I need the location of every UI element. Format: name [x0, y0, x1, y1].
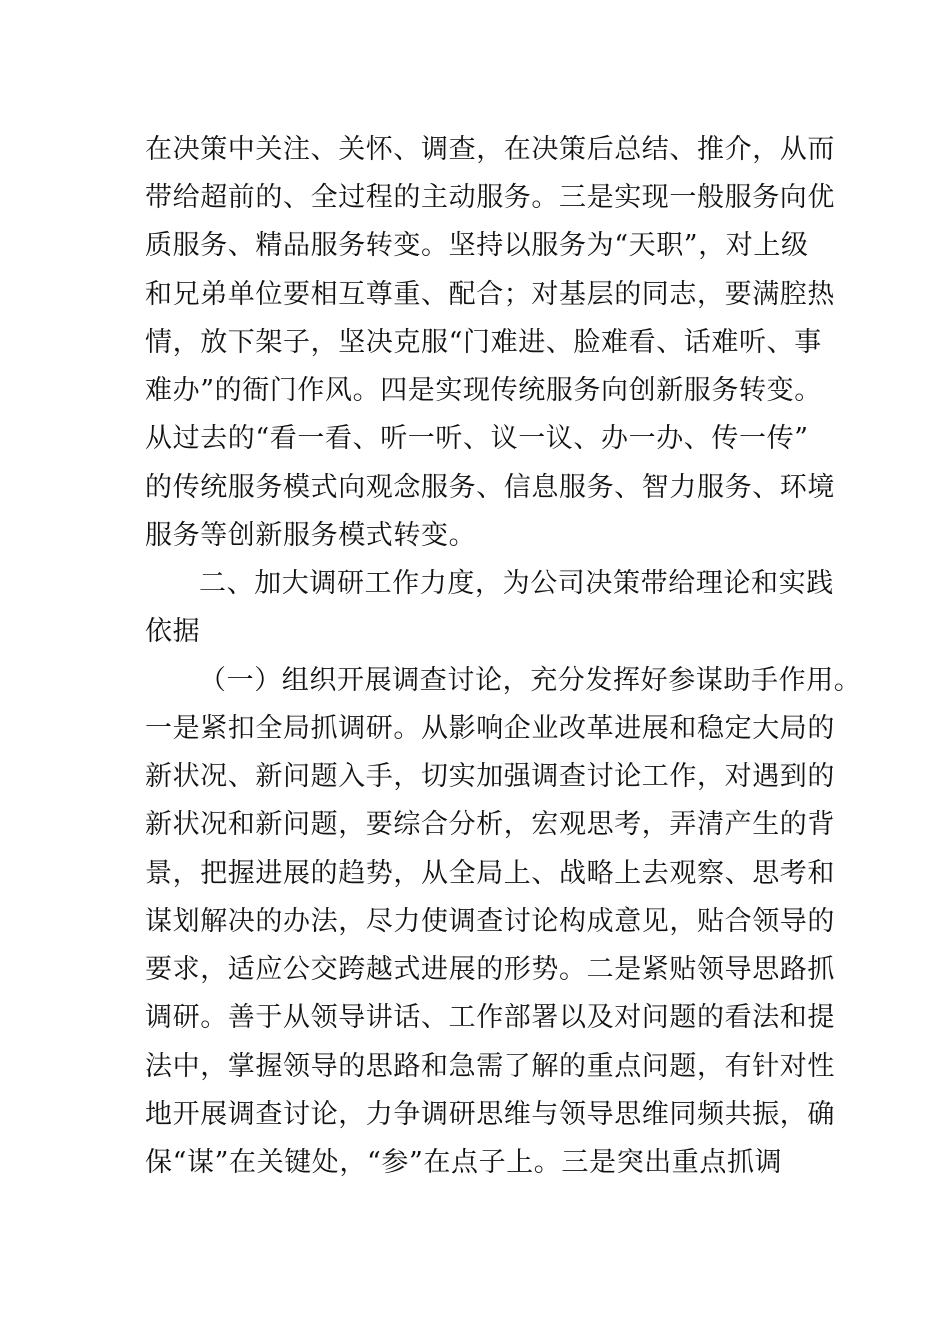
section-heading-continuation: 依据	[145, 616, 201, 647]
text-line: 和兄弟单位要相互尊重、配合；对基层的同志，要满腔热	[145, 279, 835, 310]
text-line: 带给超前的、全过程的主动服务。三是实现一般服务向优	[145, 182, 835, 213]
text-line: 服务等创新服务模式转变。	[145, 520, 477, 551]
text-line: 保“谋”在关键处，“参”在点子上。三是突出重点抓调	[145, 1147, 783, 1178]
text-line: 的传统服务模式向观念服务、信息服务、智力服务、环境	[145, 472, 835, 503]
text-line: 情，放下架子，坚决克服“门难进、脸难看、话难听、事	[145, 327, 822, 358]
text-line: 景，把握进展的趋势，从全局上、战略上去观察、思考和	[145, 858, 835, 889]
text-line: 一是紧扣全局抓调研。从影响企业改革进展和稳定大局的	[145, 713, 835, 744]
text-line: 质服务、精品服务转变。坚持以服务为“天职”，对上级	[145, 230, 809, 261]
text-line: 调研。善于从领导讲话、工作部署以及对问题的看法和提	[145, 1002, 835, 1033]
text-line: 新状况、新问题入手，切实加强调查讨论工作，对遇到的	[145, 761, 835, 792]
text-line: 地开展调查讨论，力争调研思维与领导思维同频共振，确	[145, 1099, 835, 1130]
section-heading: 二、加大调研工作力度，为公司决策带给理论和实践	[199, 568, 834, 599]
text-line: 从过去的“看一看、听一听、议一议、办一办、传一传”	[145, 423, 809, 454]
text-line: 法中，掌握领导的思路和急需了解的重点问题，有针对性	[145, 1051, 835, 1082]
subsection-heading: （一）组织开展调查讨论，充分发挥好参谋助手作用。	[199, 665, 862, 696]
text-line: 新状况和新问题，要综合分析，宏观思考，弄清产生的背	[145, 809, 835, 840]
text-line: 在决策中关注、关怀、调查，在决策后总结、推介，从而	[145, 134, 835, 165]
text-line: 谋划解决的办法，尽力使调查讨论构成意见，贴合领导的	[145, 906, 835, 937]
text-line: 难办”的衙门作风。四是实现传统服务向创新服务转变。	[145, 375, 822, 406]
text-line: 要求，适应公交跨越式进展的形势。二是紧贴领导思路抓	[145, 954, 835, 985]
